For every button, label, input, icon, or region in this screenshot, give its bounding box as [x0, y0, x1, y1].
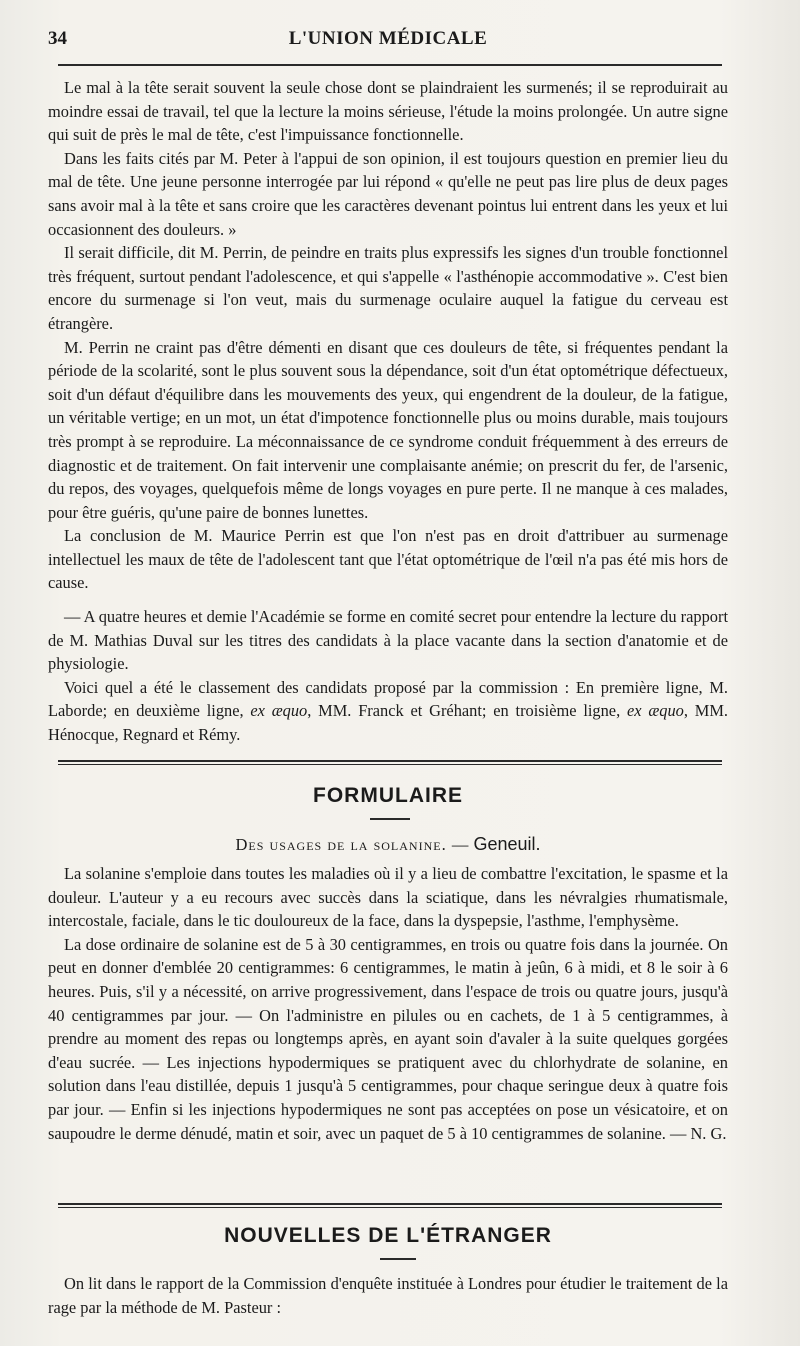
page-header [48, 28, 728, 58]
title-underline [370, 818, 410, 820]
running-title: L'UNION MÉDICALE [288, 28, 488, 49]
paragraph: La solanine s'emploie dans toutes les maladies où il y a lieu de combattre l'excitation, le spasme et la douleur. L'auteur y a eu recours avec succès dans la sciatique, dans les névralgies rhumatismale, intercostale, faciale, dans le tic douloureux de la face, dans la dyspepsie, l'asthme, l'emphysème. [48, 864, 728, 931]
title-underline [380, 1258, 416, 1260]
ex-aequo-italic: ex æquo [250, 701, 308, 721]
paragraph: M. Perrin ne craint pas d'être démenti en disant que ces douleurs de tête, si fréquentes pendant la période de la scolarité, sont le plus souvent sous la dépendance, soit d'un état optométrique défectueux, soit d'un défaut d'équilibre dans les mouvements des yeux, qui engendrent de la douleur, de la fatigue, un véritable vertige; en un mot, un état d'impotence fonctionnelle plus ou moins durable, mais toujours très prompt à se reproduire. La méconnaissance de ce syndrome conduit fréquemment à des erreurs de diagnostic et de traitement. On fait intervenir une complaisante anémie; on prescrit du fer, de l'arsenic, du repos, des voyages, quelquefois même de longs voyages en pure perte. Il ne manque à ces malades, pour être guéris, qu'une paire de bonnes lunettes. [48, 337, 728, 522]
paragraph: On lit dans le rapport de la Commission d'enquête instituée à Londres pour étudier le traitement de la rage par la méthode de M. Pasteur : [48, 1274, 728, 1317]
ex-aequo-italic: ex æquo [626, 701, 684, 721]
academy-paragraph: — A quatre heures et demie l'Académie se forme en comité secret pour entendre la lecture du rapport de M. Mathias Duval sur les titres des candidats à la place vacante dans la section d'anatomie et de physiologie. [48, 607, 728, 674]
article-subhead [48, 834, 728, 855]
ranking-paragraph: Voici quel a été le classement des candidats proposé par la commission : En première ligne, M. Laborde; en deuxième ligne, ex æquo, MM. Franck et Gréhant; en troisième ligne, ex æquo, MM. Hénocque, Regnard et Rémy. [48, 677, 728, 745]
paragraph: La conclusion de M. Maurice Perrin est que l'on n'est pas en droit d'attribuer au surmenage intellectuel les maux de tête de l'adolescent tant que l'état optométrique de l'œil n'a pas été mis hors de cause. [48, 526, 728, 593]
header-rule [58, 64, 722, 66]
paragraph: La dose ordinaire de solanine est de 5 à 30 centigrammes, en trois ou quatre fois dans la journée. On peut en donner d'emblée 20 centigrammes: 6 centigrammes, le matin à jeûn, 6 à midi, et 8 le soir à 6 heures. Puis, s'il y a nécessité, on arrive progressivement, dans l'espace de trois ou quatre jours, jusqu'à 40 centigrammes par jour. — On l'administre en pilules ou en cachets, de 1 à 5 centigrammes, à prendre au moment des repas ou longtemps après, en ayant soin d'avaler à la suite quelques gorgées d'eau sucrée. — Les injections hypodermiques se pratiquent avec du chlorhydrate de solanine, en solution dans l'eau distillée, depuis 1 jusqu'à 5 centigrammes, pour chaque seringue deux à quatre fois par jour. — Enfin si les injections hypodermiques ne sont pas acceptées on pose un vésicatoire, et on saupoudre le derme dénudé, matin et soir, avec un paquet de 5 à 10 centigrammes de solanine. — N. G. [48, 934, 728, 1143]
article-continuation [48, 76, 728, 747]
page-number: 34 [48, 28, 67, 49]
section-title-formulaire: FORMULAIRE [313, 784, 463, 807]
section-divider [58, 760, 722, 765]
paragraph: Le mal à la tête serait souvent la seule chose dont se plaindraient les surmenés; il se reproduirait au moindre essai de travail, tel que la lecture la moins sérieuse, l'étude la moins prolongée. Un autre signe qui suit de près le mal de tête, c'est l'impuissance fonctionnelle. [48, 78, 728, 145]
paragraph: Dans les faits cités par M. Peter à l'appui de son opinion, il est toujours question en premier lieu du mal de tête. Une jeune personne interrogée par lui répond « qu'elle ne peut pas lire plus de deux pages sans avoir mal à la tête et sans croire que les caractères devenant pointus lui entrent dans les yeux et lui occasionnent des douleurs. » [48, 148, 728, 239]
subhead-author: Geneuil. [473, 834, 541, 854]
subhead-label: Des usages de la solanine. — [235, 835, 470, 854]
section-divider [58, 1203, 722, 1208]
formulaire-article [48, 862, 728, 1145]
nouvelles-article [48, 1272, 728, 1319]
paragraph: Il serait difficile, dit M. Perrin, de peindre en traits plus expressifs les signes d'un trouble fonctionnel très fréquent, surtout pendant l'adolescence, et qui s'appelle « l'asthénopie accommodative ». C'est bien encore du surmenage si l'on veut, mais du surmenage oculaire auquel la fatigue du cerveau est étrangère. [48, 243, 728, 333]
section-title-nouvelles: NOUVELLES DE L'ÉTRANGER [224, 1224, 552, 1247]
paragraph-gap [48, 595, 728, 605]
